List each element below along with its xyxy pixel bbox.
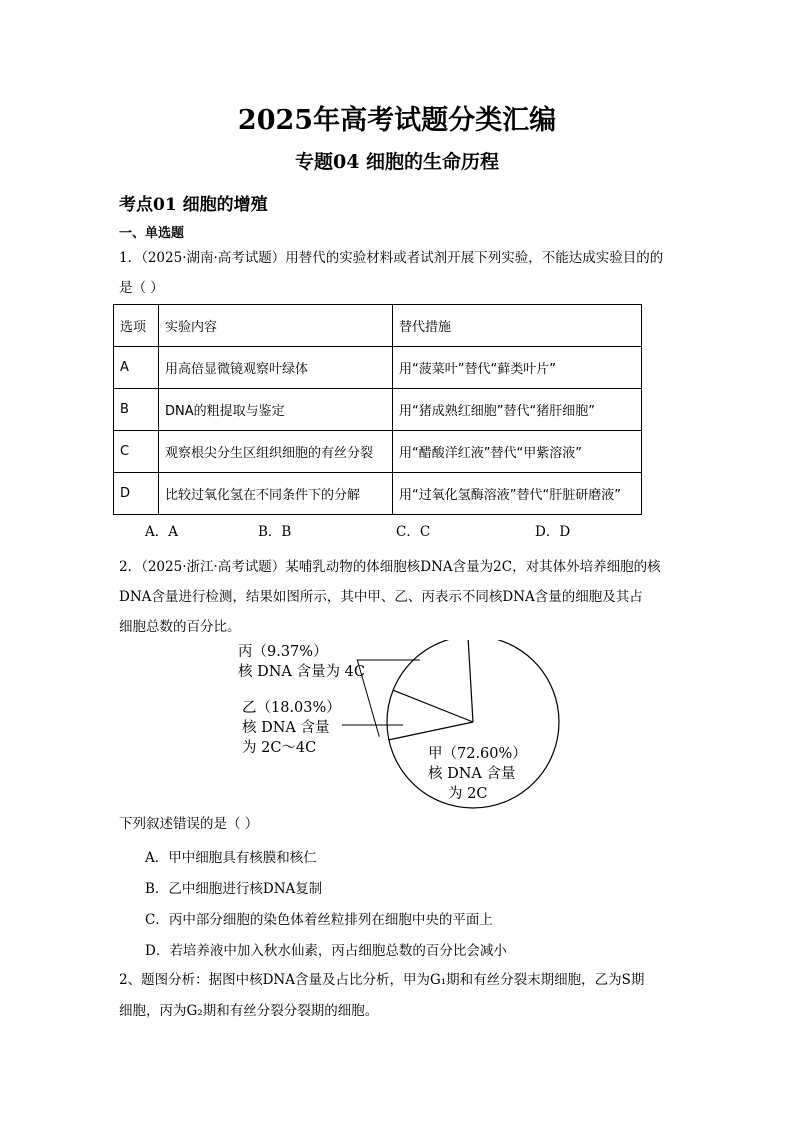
table-cell: 用“猪成熟红细胞”替代“猪肝细胞” (393, 389, 642, 431)
q1-option-d: D．D (535, 524, 571, 540)
slice-label-bing (238, 642, 365, 682)
slice-label-text: 乙（18.03%） (242, 700, 341, 716)
q2-option-d: D．若培养液中加入秋水仙素，丙占细胞总数的百分比会减小 (145, 943, 507, 959)
q2-option-b: B．乙中细胞进行核DNA复制 (145, 881, 323, 897)
table-header-row (114, 305, 642, 347)
q1-option-a: A．A (145, 524, 178, 540)
slice-label-text: 核 DNA 含量 (428, 766, 516, 782)
q1-stem-line2: 是（ ） (119, 280, 164, 296)
section-heading: 考点01 细胞的增殖 (119, 195, 268, 215)
q1-table (113, 304, 642, 515)
pie-chart (225, 640, 565, 810)
slice-label-text: 核 DNA 含量 (242, 720, 330, 736)
table-row (114, 431, 642, 473)
page-title: 2025年高考试题分类汇编 (237, 105, 557, 136)
table-cell: 用“过氧化氢酶溶液”替代“肝脏研磨液” (393, 473, 642, 515)
slice-label-text: 为 2C～4C (242, 740, 317, 756)
page-subtitle: 专题04 细胞的生命历程 (294, 151, 500, 173)
slice-label-text: 为 2C (448, 786, 488, 802)
table-cell: 观察根尖分生区组织细胞的有丝分裂 (159, 431, 393, 473)
table-cell: B (114, 389, 159, 431)
slice-label-text: 核 DNA 含量为 4C (238, 664, 365, 680)
table-cell: 用高倍显微镜观察叶绿体 (159, 347, 393, 389)
table-cell: D (114, 473, 159, 515)
slice-label-jia (428, 744, 527, 804)
q1-option-c: C．C (396, 524, 431, 540)
table-cell: DNA的粗提取与鉴定 (159, 389, 393, 431)
q2-question: 下列叙述错误的是（ ） (119, 816, 259, 832)
q2-stem-line3: 细胞总数的百分比。 (119, 619, 241, 635)
table-row (114, 389, 642, 431)
slice-label-text: 丙（9.37%） (238, 644, 328, 660)
table-header-cell: 实验内容 (159, 305, 393, 347)
table-header-cell: 选项 (114, 305, 159, 347)
slice-label-text: 甲（72.60%） (428, 746, 527, 762)
q1-option-b: B．B (258, 524, 292, 540)
table-cell: C (114, 431, 159, 473)
table-row (114, 347, 642, 389)
table-row (114, 473, 642, 515)
q2-stem-line1: 2．（2025·浙江·高考试题）某哺乳动物的体细胞核DNA含量为2C，对其体外培养细胞的核 (119, 559, 661, 575)
table-header-cell: 替代措施 (393, 305, 642, 347)
table-cell: 用“醋酸洋红液”替代“甲紫溶液” (393, 431, 642, 473)
table-cell: A (114, 347, 159, 389)
q2-option-a: A．甲中细胞具有核膜和核仁 (145, 850, 317, 866)
q2-analysis-line2: 细胞，丙为G₂期和有丝分裂分裂期的细胞。 (119, 1003, 379, 1019)
slice-label-yi (242, 698, 341, 758)
q2-analysis-line1: 2、题图分析：据图中核DNA含量及占比分析，甲为G₁期和有丝分裂末期细胞，乙为S期 (119, 972, 645, 988)
table-cell: 比较过氧化氢在不同条件下的分解 (159, 473, 393, 515)
q2-option-c: C．丙中部分细胞的染色体着丝粒排列在细胞中央的平面上 (145, 912, 493, 928)
table-cell: 用“菠菜叶”替代“藓类叶片” (393, 347, 642, 389)
q1-stem-line1: 1．（2025·湖南·高考试题）用替代的实验材料或者试剂开展下列实验，不能达成实验目的的 (119, 250, 664, 266)
q2-stem-line2: DNA含量进行检测，结果如图所示，其中甲、乙、丙表示不同核DNA含量的细胞及其占 (119, 589, 643, 605)
question-type-heading: 一、单选题 (119, 226, 185, 241)
